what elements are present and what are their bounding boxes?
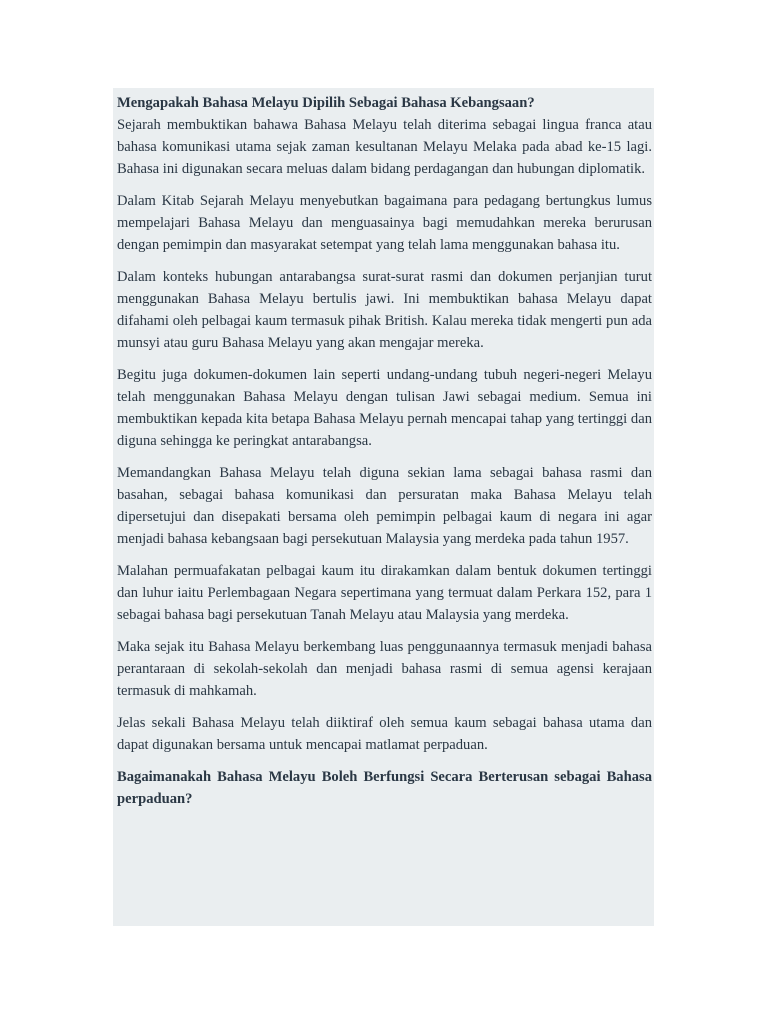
heading-why-malay-chosen: Mengapakah Bahasa Melayu Dipilih Sebagai Bahasa Kebangsaan? — [117, 95, 535, 111]
paragraph-6: Malahan permuafakatan pelbagai kaum itu dirakamkan dalam bentuk dokumen tertinggi dan luhur iaitu Perlembagaan Negara sepertimana yang termuat dalam Perkara 152, para 1 sebagai bahasa bagi persekutuan Tanah Melayu atau Malaysia yang merdeka. — [117, 563, 652, 623]
paragraph-2: Dalam Kitab Sejarah Melayu menyebutkan bagaimana para pedagang bertungkus lumus mempelajari Bahasa Melayu dan menguasainya bagi memudahkan mereka berurusan dengan pemimpin dan masyarakat setempat yang telah lama menggunakan bahasa itu. — [117, 193, 652, 253]
paragraph-4: Begitu juga dokumen-dokumen lain seperti undang-undang tubuh negeri-negeri Melayu telah menggunakan Bahasa Melayu dengan tulisan Jawi sebagai medium. Semua ini membuktikan kepada kita betapa Bahasa Melayu pernah mencapai tahap yang tertinggi dan diguna sehingga ke peringkat antarabangsa. — [117, 367, 652, 449]
document-content — [113, 88, 654, 810]
paragraph-5: Memandangkan Bahasa Melayu telah diguna sekian lama sebagai bahasa rasmi dan basahan, sebagai bahasa komunikasi dan persuratan maka Bahasa Melayu telah dipersetujui dan disepakati bersama oleh pemimpin pelbagai kaum di negara ini agar menjadi bahasa kebangsaan bagi persekutuan Malaysia yang merdeka pada tahun 1957. — [117, 465, 652, 547]
paragraph-8: Jelas sekali Bahasa Melayu telah diiktiraf oleh semua kaum sebagai bahasa utama dan dapat digunakan bersama untuk mencapai matlamat perpaduan. — [117, 715, 652, 753]
paragraph-3: Dalam konteks hubungan antarabangsa surat-surat rasmi dan dokumen perjanjian turut menggunakan Bahasa Melayu bertulis jawi. Ini membuktikan bahasa Melayu dapat difahami oleh pelbagai kaum termasuk pihak British. Kalau mereka tidak mengerti pun ada munsyi atau guru Bahasa Melayu yang akan mengajar mereka. — [117, 269, 652, 351]
document-page — [113, 88, 654, 926]
heading-how-malay-functions: Bagaimanakah Bahasa Melayu Boleh Berfungsi Secara Berterusan sebagai Bahasa perpaduan? — [117, 769, 652, 807]
paragraph-7: Maka sejak itu Bahasa Melayu berkembang luas penggunaannya termasuk menjadi bahasa perantaraan di sekolah-sekolah dan menjadi bahasa rasmi di semua agensi kerajaan termasuk di mahkamah. — [117, 639, 652, 699]
paragraph-1: Sejarah membuktikan bahawa Bahasa Melayu telah diterima sebagai lingua franca atau bahasa komunikasi utama sejak zaman kesultanan Melayu Melaka pada abad ke-15 lagi. Bahasa ini digunakan secara meluas dalam bidang perdagangan dan hubungan diplomatik. — [117, 117, 652, 177]
